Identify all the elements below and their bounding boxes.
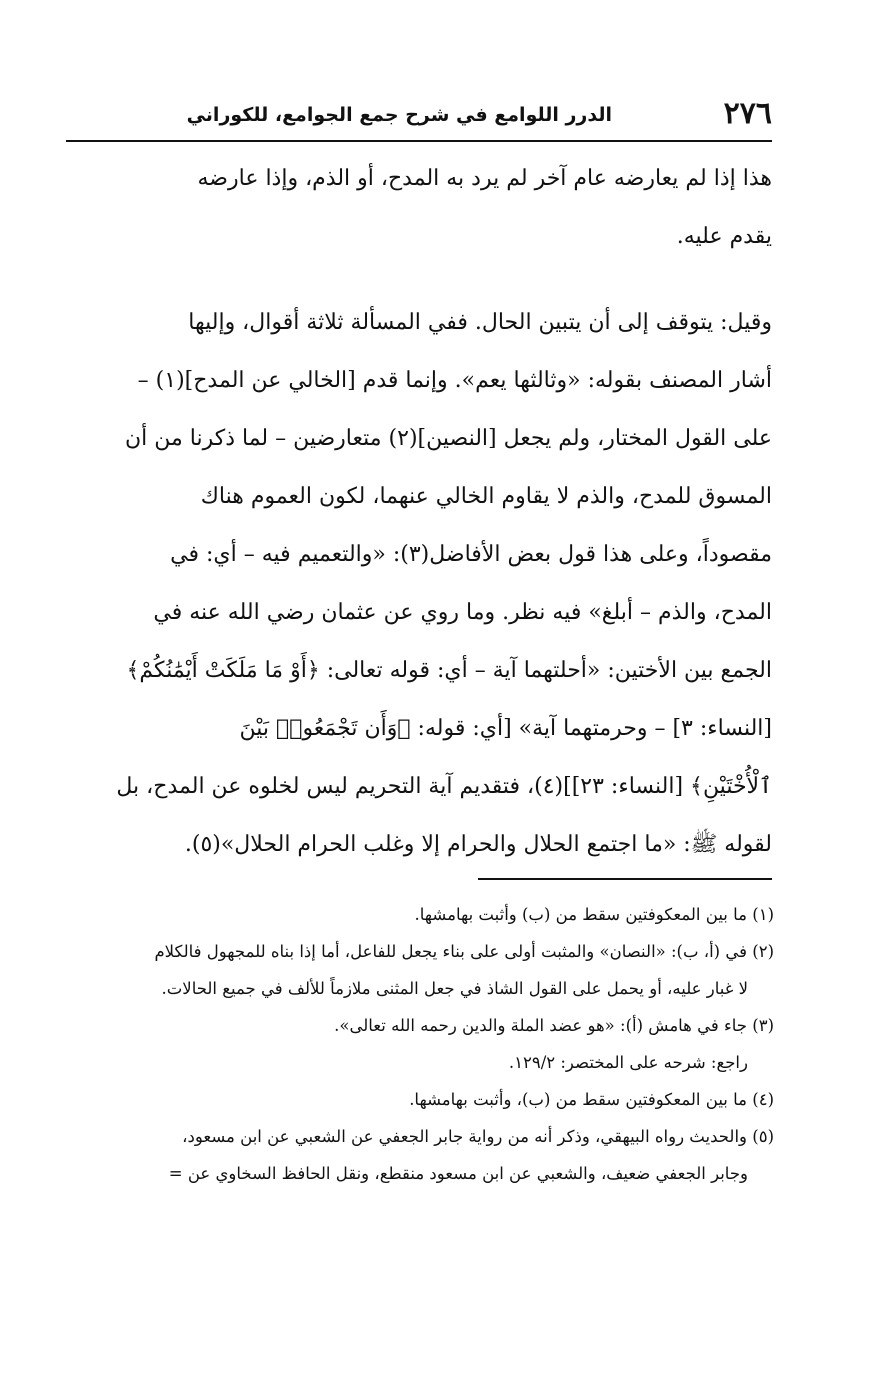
footnote-5: (٥) والحديث رواه البيهقي، وذكر أنه من رواية جابر الجعفي عن الشعبي عن ابن مسعود، bbox=[182, 1127, 774, 1146]
main-text bbox=[66, 150, 772, 874]
running-title: الدرر اللوامع في شرح جمع الجوامع، للكوراني bbox=[186, 104, 612, 126]
footnote-2-continued: لا غبار عليه، أو يحمل على القول الشاذ في جعل المثنى ملازماً للألف في جميع الحالات. bbox=[161, 979, 748, 998]
text-line: لقوله ﷺ: «ما اجتمع الحلال والحرام إلا وغلب الحرام الحلال»(٥). bbox=[184, 832, 772, 857]
page-number: ٢٧٦ bbox=[723, 96, 772, 131]
text-line: أشار المصنف بقوله: «وثالثها يعم». وإنما قدم [الخالي عن المدح](١) – bbox=[137, 368, 772, 393]
footnote-4: (٤) ما بين المعكوفتين سقط من (ب)، وأثبت بهامشها. bbox=[409, 1090, 774, 1109]
paragraph-gap bbox=[66, 266, 772, 294]
footnote-5-continued: وجابر الجعفي ضعيف، والشعبي عن ابن مسعود منقطع، ونقل الحافظ السخاوي عن = bbox=[168, 1164, 748, 1183]
text-line: ٱلْأُخْتَيْنِ﴾ [النساء: ٢٣]](٤)، فتقديم آية التحريم ليس لخلوه عن المدح، بل bbox=[116, 774, 772, 799]
text-line: يقدم عليه. bbox=[676, 224, 772, 249]
text-line: الجمع بين الأختين: «أحلتهما آية – أي: قوله تعالى: ﴿أَوْ مَا مَلَكَتْ أَيْمَٰنُكُمْ﴾ bbox=[126, 658, 772, 683]
footnote-2: (٢) في (أ، ب): «النصان» والمثبت أولى على بناء يجعل للفاعل، أما إذا بناه للمجهول فالكلام bbox=[154, 942, 774, 961]
page-header bbox=[66, 94, 772, 142]
footnotes bbox=[66, 896, 774, 1192]
text-line: [النساء: ٣] – وحرمتهما آية» [أي: قوله: ﴿وَأَن تَجْمَعُوا۟ بَيْنَ bbox=[239, 716, 772, 741]
footnote-3: (٣) جاء في هامش (أ): «هو عضد الملة والدين رحمه الله تعالى». bbox=[334, 1016, 774, 1035]
text-line: هذا إذا لم يعارضه عام آخر لم يرد به المدح، أو الذم، وإذا عارضه bbox=[197, 166, 772, 191]
footnote-separator bbox=[478, 878, 772, 880]
text-line: على القول المختار، ولم يجعل [النصين](٢) متعارضين – لما ذكرنا من أن bbox=[124, 426, 772, 451]
footnote-3-continued: راجع: شرحه على المختصر: ١٢٩/٢. bbox=[508, 1053, 748, 1072]
text-line: المدح، والذم – أبلغ» فيه نظر. وما روي عن عثمان رضي الله عنه في bbox=[153, 600, 772, 625]
text-line: المسوق للمدح، والذم لا يقاوم الخالي عنهما، لكون العموم هناك bbox=[200, 484, 772, 509]
footnote-1: (١) ما بين المعكوفتين سقط من (ب) وأثبت بهامشها. bbox=[414, 905, 774, 924]
text-line: مقصوداً، وعلى هذا قول بعض الأفاضل(٣): «والتعميم فيه – أي: في bbox=[170, 542, 772, 567]
text-line: وقيل: يتوقف إلى أن يتبين الحال. ففي المسألة ثلاثة أقوال، وإليها bbox=[188, 310, 772, 335]
